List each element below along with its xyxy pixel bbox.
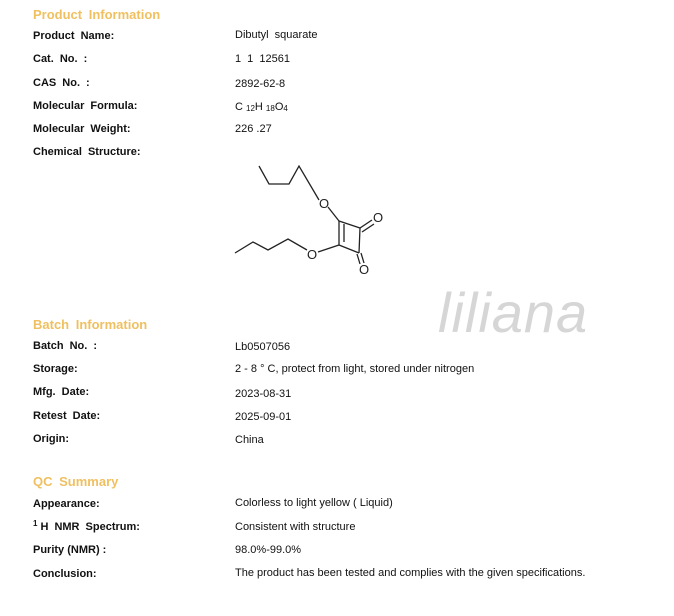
batch-information-heading: Batch Information [33,317,148,332]
conclusion-value: The product has been tested and complies with the given specifications. [235,567,586,579]
lower-o-ring-bond [318,245,339,252]
molecular-formula-label: Molecular Formula: [33,100,138,112]
cas-no-value: 2892-62-8 [235,78,286,90]
purity-value: 98.0%-99.0% [235,544,302,556]
retest-date-value: 2025-09-01 [235,411,292,423]
molecular-weight-label: Molecular Weight: [33,123,131,135]
molecular-formula-value [235,101,288,113]
nmr-spectrum-label-row [33,521,140,533]
formula-h-sub: 18 [265,104,275,113]
cat-no-value: 1 1 12561 [235,53,290,65]
nmr-superscript: 1 [33,519,38,528]
formula-c-sub: 12 [246,104,255,113]
chemical-structure-label: Chemical Structure: [33,146,141,158]
qc-summary-heading: QC Summary [33,474,119,489]
purity-label: Purity (NMR) : [33,544,107,556]
product-name-value: Dibutyl squarate [235,29,318,41]
nmr-spectrum-value: Consistent with structure [235,521,356,533]
ring-bond-top [339,221,360,228]
watermark-logo: liliana [438,281,589,344]
formula-h: H [254,101,266,113]
mfg-date-value: 2023-08-31 [235,388,292,400]
atom-o-lower-ether: O [306,247,318,262]
cat-no-label: Cat. No. : [33,53,88,65]
appearance-value: Colorless to light yellow ( Liquid) [235,497,393,509]
conclusion-label: Conclusion: [33,568,97,580]
formula-c: C [235,101,246,113]
origin-value: China [235,434,264,446]
retest-date-label: Retest Date: [33,410,101,422]
batch-no-value: Lb0507056 [235,341,291,353]
upper-butyl-chain [259,166,319,200]
formula-o-sub: 4 [283,104,288,113]
atom-o-upper-ether: O [318,196,330,211]
molecular-weight-value: 226 .27 [235,123,272,135]
ring-bond-right [359,228,360,253]
product-information-heading: Product Information [33,7,161,22]
storage-value: 2 - 8 ° C, protect from light, stored under nitrogen [235,363,475,375]
ring-bond-bottom [339,245,359,253]
storage-label: Storage: [33,363,78,375]
cas-no-label: CAS No. : [33,77,90,89]
lower-butyl-chain [235,239,307,253]
appearance-label: Appearance: [33,498,100,510]
atom-o-lower-carbonyl: O [358,262,370,277]
product-name-label: Product Name: [33,30,115,42]
atom-o-upper-carbonyl: O [372,210,384,225]
batch-no-label: Batch No. : [33,340,98,352]
upper-o-ring-bond [328,207,339,221]
mfg-date-label: Mfg. Date: [33,386,90,398]
formula-o: O [274,101,284,113]
origin-label: Origin: [33,433,70,445]
structure-bonds [235,166,374,264]
nmr-spectrum-label: H NMR Spectrum: [40,521,140,533]
chemical-structure-diagram [232,160,392,280]
